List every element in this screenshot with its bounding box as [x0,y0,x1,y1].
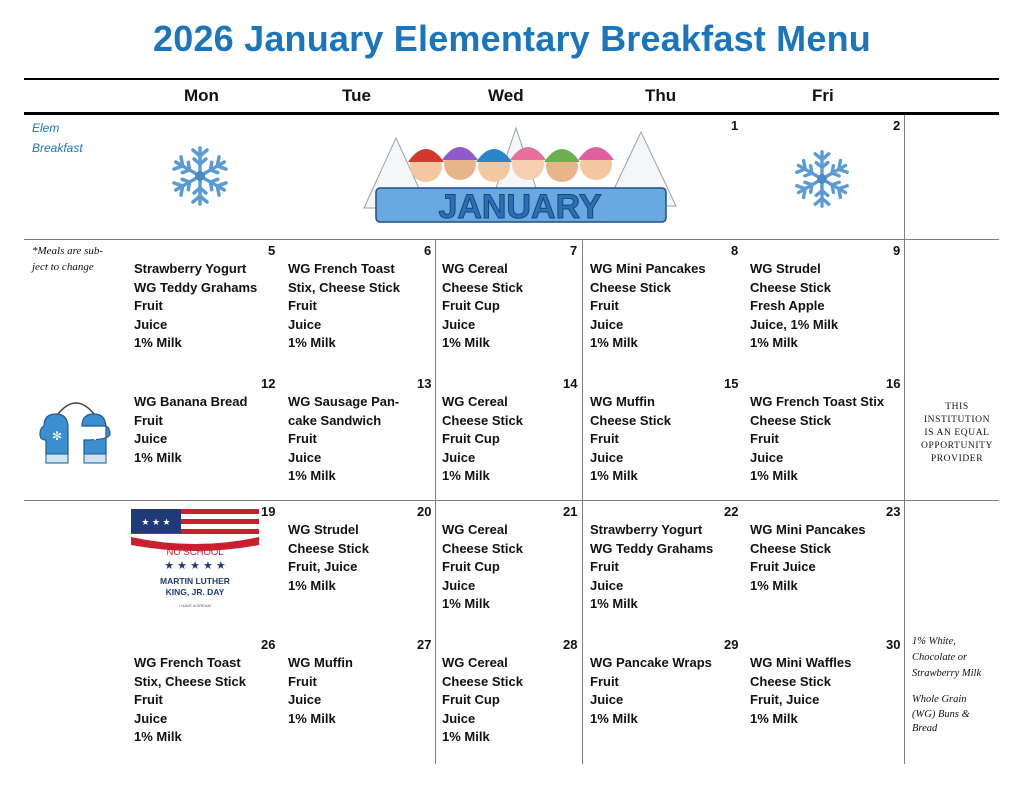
date-mon: 5 [268,243,276,258]
equal-opportunity-note: THIS INSTITUTION IS AN EQUAL OPPORTUNITY PROVIDER [920,402,993,464]
day-header-tue: Tue [342,86,371,105]
date-fri: 30 [886,637,901,652]
day-header-thu: Thu [645,86,677,105]
date-fri: 9 [893,243,901,258]
date-thu: 29 [724,637,739,652]
menu-cell-tue: WG Muffin Fruit Juice 1% Milk [288,655,353,726]
date-tue: 13 [417,376,432,391]
row-divider-1 [24,239,999,240]
date-wed: 28 [563,637,578,652]
menu-cell-wed: WG Cereal Cheese Stick Fruit Cup Juice 1% Milk [442,522,523,612]
milk-options-note: 1% White, Chocolate or Strawberry Milk [912,636,982,679]
page-title: 2026 January Elementary Breakfast Menu [153,18,871,59]
date-tue: 6 [424,243,432,258]
svg-text:KING, JR. DAY: KING, JR. DAY [165,587,225,597]
svg-text:I HAVE A DREAM: I HAVE A DREAM [179,603,211,608]
mittens-icon [38,396,114,468]
svg-text:NO SCHOOL: NO SCHOOL [166,547,224,558]
menu-cell-tue: WG French Toast Stix, Cheese Stick Fruit Juice 1% Milk [288,261,400,351]
svg-text:★ ★ ★: ★ ★ ★ [141,517,171,527]
menu-cell-mon: WG French Toast Stix, Cheese Stick Fruit Juice 1% Milk [134,655,246,745]
menu-cell-fri: WG Mini Waffles Cheese Stick Fruit, Juice 1% Milk [750,655,852,726]
day-header-mon: Mon [184,86,219,105]
menu-cell-fri: WG French Toast Stix Cheese Stick Fruit Juice 1% Milk [750,394,885,484]
elem-breakfast-label: Elem Breakfast [32,121,83,155]
january-kids-banner [356,118,684,234]
day-header-fri: Fri [812,86,834,105]
menu-cell-fri: WG Strudel Cheese Stick Fresh Apple Juice, 1% Milk 1% Milk [750,261,839,351]
menu-cell-wed: WG Cereal Cheese Stick Fruit Cup Juice 1% Milk [442,394,523,484]
date-mon: 26 [261,637,276,652]
date-thu: 22 [724,504,739,519]
date-thu: 15 [724,376,739,391]
date-thu-1: 1 [731,118,739,133]
menu-cell-fri: WG Mini Pancakes Cheese Stick Fruit Juice 1% Milk [750,522,866,593]
day-header-wed: Wed [488,86,524,105]
date-mon: 12 [261,376,276,391]
date-thu: 8 [731,243,739,258]
menu-cell-tue: WG Sausage Pan- cake Sandwich Fruit Juice 1% Milk [288,394,400,484]
mlk-day-graphic [131,509,259,613]
header-top-rule [24,78,999,80]
date-fri: 16 [886,376,901,391]
menu-cell-thu: WG Pancake Wraps Fruit Juice 1% Milk [590,655,712,726]
date-wed: 7 [570,243,578,258]
meals-subject-note: *Meals are sub- ject to change [32,245,104,273]
menu-cell-thu: WG Muffin Cheese Stick Fruit Juice 1% Milk [590,394,671,484]
svg-text:MARTIN LUTHER: MARTIN LUTHER [160,576,230,586]
menu-cell-thu: WG Mini Pancakes Cheese Stick Fruit Juice 1% Milk [590,261,706,351]
col-divider-right [904,115,905,764]
date-tue: 20 [417,504,432,519]
date-wed: 21 [563,504,578,519]
menu-cell-mon: WG Banana Bread Fruit Juice 1% Milk [134,394,248,465]
menu-cell-tue: WG Strudel Cheese Stick Fruit, Juice 1% Milk [288,522,369,593]
row-divider-2 [24,500,999,501]
snowflake-icon [791,148,853,210]
col-divider-thu [582,239,583,764]
date-tue: 27 [417,637,432,652]
menu-cell-wed: WG Cereal Cheese Stick Fruit Cup Juice 1% Milk [442,261,523,351]
banner-text: JANUARY [438,188,602,226]
header-bottom-rule [24,112,999,115]
date-fri-2: 2 [893,118,901,133]
svg-text:✻: ✻ [89,429,101,443]
svg-text:★ ★ ★ ★ ★: ★ ★ ★ ★ ★ [164,560,226,572]
menu-cell-mon: Strawberry Yogurt WG Teddy Grahams Fruit Juice 1% Milk [134,261,258,351]
date-wed: 14 [563,376,578,391]
date-mon: 19 [261,504,276,519]
date-fri: 23 [886,504,901,519]
snowflake-icon [168,144,232,208]
col-divider-wed [435,239,436,764]
whole-grain-note: Whole Grain (WG) Buns & Bread [912,694,970,734]
svg-text:✻: ✻ [51,429,63,443]
menu-cell-thu: Strawberry Yogurt WG Teddy Grahams Fruit Juice 1% Milk [590,522,714,612]
menu-cell-wed: WG Cereal Cheese Stick Fruit Cup Juice 1% Milk [442,655,523,745]
